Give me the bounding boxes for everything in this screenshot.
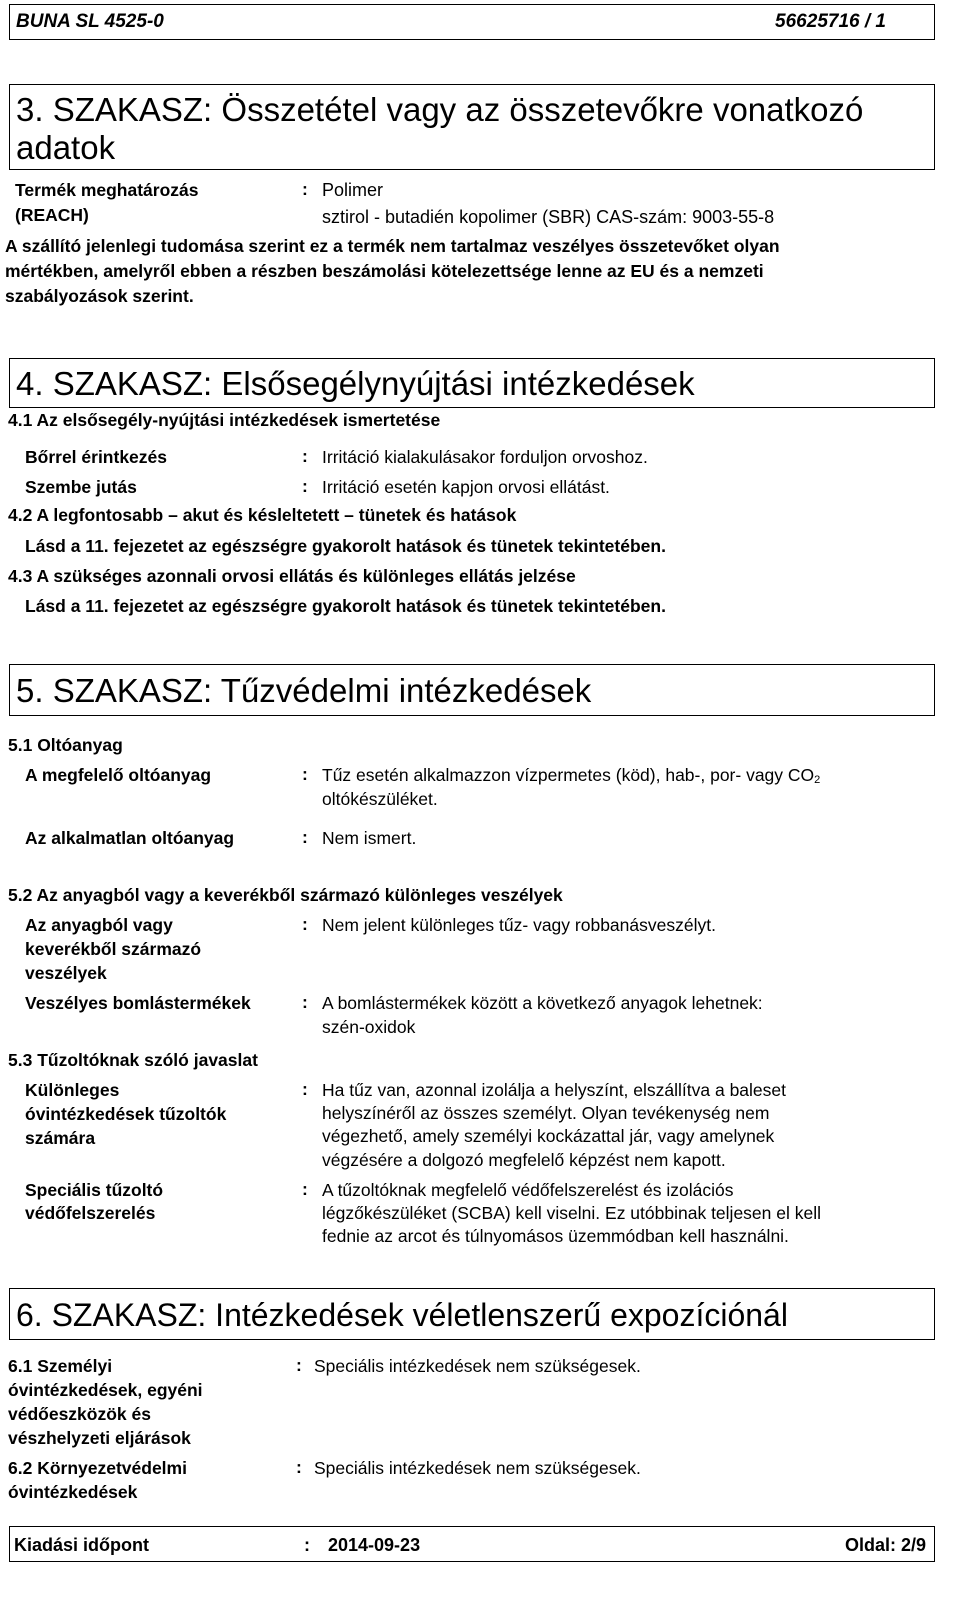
protective-equipment-value-line1: A tűzoltóknak megfelelő védőfelszerelést és izolációs: [322, 1180, 734, 1200]
suitable-extinguishing-label: A megfelelő oltóanyag: [25, 765, 212, 785]
product-identifier-value: Polimer: [322, 180, 384, 200]
section-4-heading-box: [9, 358, 935, 408]
subsection-4-2: 4.2 A legfontosabb – akut és késleltetett – tünetek és hatások: [8, 505, 517, 525]
suitable-extinguishing-value-text: Tűz esetén alkalmazzon vízpermetes (köd), hab-, por- vagy CO: [322, 765, 815, 785]
environmental-precautions-label-line1: 6.2 Környezetvédelmi: [8, 1458, 187, 1478]
personal-precautions-label-line3: védőeszközök és: [8, 1404, 151, 1424]
section-5-heading-box: [9, 664, 935, 716]
section-4-title: 4. SZAKASZ: Elsősegélynyújtási intézkedések: [16, 365, 695, 402]
protective-equipment-label-line2: védőfelszerelés: [25, 1203, 156, 1223]
subsection-5-1: 5.1 Oltóanyag: [8, 735, 123, 755]
environmental-precautions-value: Speciális intézkedések nem szükségesek.: [314, 1458, 641, 1478]
product-identifier-label-reach: (REACH): [15, 205, 89, 225]
personal-precautions-label-line4: vészhelyzeti eljárások: [8, 1428, 191, 1448]
environmental-precautions-label-line2: óvintézkedések: [8, 1482, 138, 1502]
firefighter-precautions-label-line1: Különleges: [25, 1080, 120, 1100]
colon: :: [302, 992, 308, 1012]
unsuitable-extinguishing-value: Nem ismert.: [322, 828, 417, 848]
co2-subscript: 2: [814, 774, 821, 786]
colon: :: [302, 827, 308, 847]
see-chapter-11-note-1: Lásd a 11. fejezetet az egészségre gyakorolt hatások és tünetek tekintetében.: [25, 536, 666, 556]
colon: :: [302, 914, 308, 934]
subsection-4-3: 4.3 A szükséges azonnali orvosi ellátás és különleges ellátás jelzése: [8, 566, 576, 586]
colon: :: [302, 476, 308, 496]
colon: :: [302, 179, 308, 199]
page-footer: [9, 1526, 935, 1562]
special-hazards-value: Nem jelent különleges tűz- vagy robbanásveszélyt.: [322, 915, 716, 935]
firefighter-precautions-label-line2: óvintézkedések tűzoltók: [25, 1104, 227, 1124]
issue-date-label: Kiadási időpont: [14, 1535, 149, 1555]
protective-equipment-value-line3: fednie az arcot és túlnyomásos üzemmódban kell használni.: [322, 1226, 789, 1246]
see-chapter-11-note-2: Lásd a 11. fejezetet az egészségre gyakorolt hatások és tünetek tekintetében.: [25, 596, 666, 616]
section-3-heading-box: [9, 84, 935, 170]
colon: :: [304, 1535, 310, 1555]
section-3-title-line2: adatok: [16, 129, 116, 166]
colon: :: [296, 1355, 302, 1375]
subsection-4-1: 4.1 Az elsősegély-nyújtási intézkedések ismertetése: [8, 410, 441, 430]
page-header: [9, 4, 935, 40]
unsuitable-extinguishing-label: Az alkalmatlan oltóanyag: [25, 828, 235, 848]
personal-precautions-label-line1: 6.1 Személyi: [8, 1356, 113, 1376]
section-5-title: 5. SZAKASZ: Tűzvédelmi intézkedések: [16, 672, 592, 709]
special-hazards-label-line3: veszélyek: [25, 963, 107, 983]
product-identifier-label: Termék meghatározás: [15, 180, 199, 200]
protective-equipment-value-line2: légzőkészüléket (SCBA) kell viselni. Ez utóbbinak teljesen el kell: [322, 1203, 821, 1223]
skin-contact-value: Irritáció kialakulásakor forduljon orvoshoz.: [322, 447, 648, 467]
eye-contact-label: Szembe jutás: [25, 477, 137, 497]
product-name: BUNA SL 4525-0: [16, 11, 164, 32]
decomposition-products-label: Veszélyes bomlástermékek: [25, 993, 251, 1013]
suitable-extinguishing-value-line2: oltókészüléket.: [322, 789, 438, 809]
special-hazards-label-line2: keverékből származó: [25, 939, 202, 959]
firefighter-precautions-value-line3: végezhető, amely személyi kockázattal jár, vagy amelynek: [322, 1126, 775, 1146]
product-composition-value: sztirol - butadién kopolimer (SBR) CAS-szám: 9003-55-8: [322, 207, 775, 227]
decomposition-products-value-line2: szén-oxidok: [322, 1017, 416, 1037]
firefighter-precautions-value-line1: Ha tűz van, azonnal izolálja a helyszínt, elszállítva a baleset: [322, 1080, 787, 1100]
section-6-heading-box: [9, 1288, 935, 1340]
issue-date-value: 2014-09-23: [328, 1535, 421, 1555]
special-hazards-label-line1: Az anyagból vagy: [25, 915, 173, 935]
colon: :: [302, 1079, 308, 1099]
firefighter-precautions-label-line3: számára: [25, 1128, 96, 1148]
section-6-title: 6. SZAKASZ: Intézkedések véletlenszerű expozíciónál: [16, 1297, 788, 1333]
decomposition-products-value-line1: A bomlástermékek között a következő anyagok lehetnek:: [322, 993, 763, 1013]
colon: :: [302, 446, 308, 466]
personal-precautions-value: Speciális intézkedések nem szükségesek.: [314, 1356, 641, 1376]
personal-precautions-label-line2: óvintézkedések, egyéni: [8, 1380, 203, 1400]
colon: :: [302, 764, 308, 784]
firefighter-precautions-value-line4: végzésére a dolgozó megfelelő képzést nem kapott.: [322, 1150, 726, 1170]
colon: :: [296, 1457, 302, 1477]
section-3-paragraph-line3: szabályozások szerint.: [5, 286, 194, 306]
subsection-5-3: 5.3 Tűzoltóknak szóló javaslat: [8, 1050, 258, 1070]
page-number: Oldal: 2/9: [844, 1535, 926, 1555]
subsection-5-2: 5.2 Az anyagból vagy a keverékből származó különleges veszélyek: [8, 885, 563, 905]
protective-equipment-label-line1: Speciális tűzoltó: [25, 1180, 164, 1200]
colon: :: [302, 1179, 308, 1199]
document-number: 56625716 / 1: [775, 11, 886, 32]
section-3-paragraph-line2: mértékben, amelyről ebben a részben beszámolási kötelezettsége lenne az EU és a nemzeti: [5, 261, 764, 281]
section-3-title-line1: 3. SZAKASZ: Összetétel vagy az összetevőkre vonatkozó: [16, 91, 864, 128]
section-3-paragraph-line1: A szállító jelenlegi tudomása szerint ez a termék nem tartalmaz veszélyes összetevőket olyan: [5, 236, 780, 256]
skin-contact-label: Bőrrel érintkezés: [25, 447, 168, 467]
eye-contact-value: Irritáció esetén kapjon orvosi ellátást.: [322, 477, 610, 497]
firefighter-precautions-value-line2: helyszínéről az összes személyt. Olyan tevékenység nem: [322, 1103, 770, 1123]
